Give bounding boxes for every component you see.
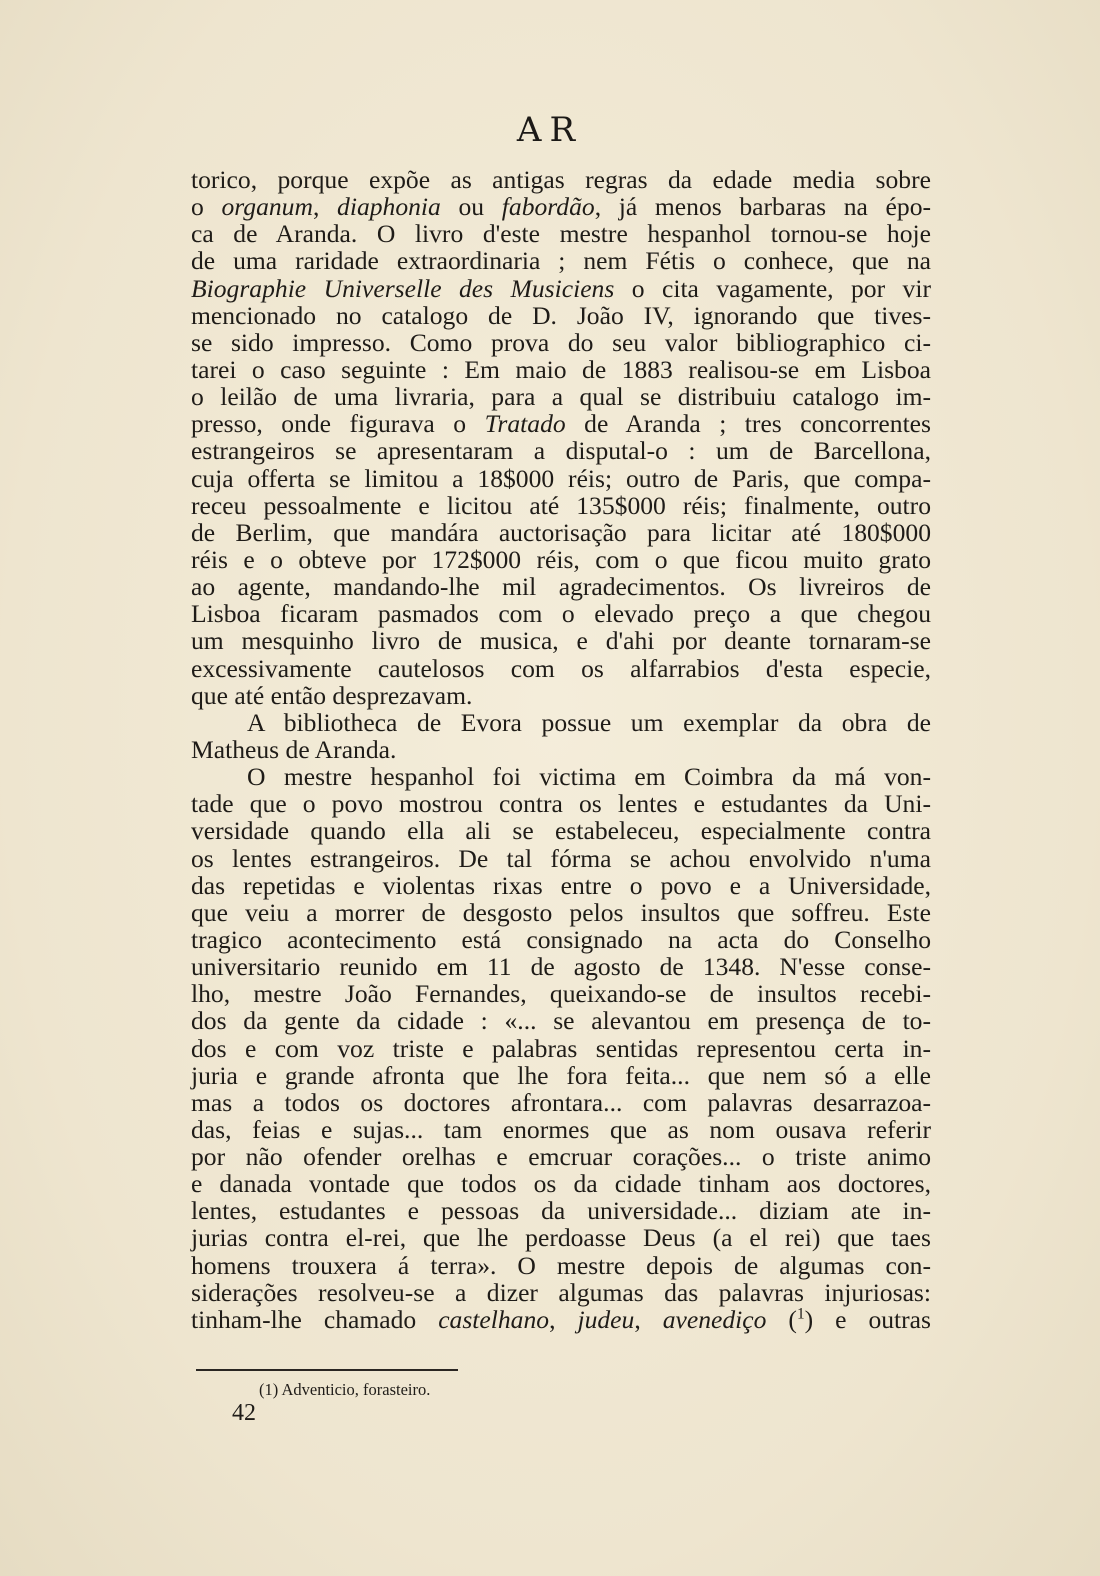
text-line bbox=[191, 709, 931, 736]
text-line bbox=[191, 600, 931, 627]
text-line bbox=[191, 655, 931, 682]
text-line bbox=[191, 492, 931, 519]
text-line bbox=[191, 1116, 931, 1143]
text-line bbox=[191, 736, 931, 763]
text-line bbox=[191, 302, 931, 329]
italic-text: organum bbox=[221, 192, 313, 222]
text-line bbox=[191, 1224, 931, 1251]
text-run: mas a todos os doctores afrontara... com palavras desarrazoa- bbox=[191, 1087, 931, 1117]
text-line bbox=[191, 1062, 931, 1089]
text-line bbox=[191, 899, 931, 926]
text-line bbox=[191, 247, 931, 274]
text-run: se sido impresso. Como prova do seu valor bibliographico ci- bbox=[191, 327, 931, 357]
text-line bbox=[191, 845, 931, 872]
text-line bbox=[191, 872, 931, 899]
text-run: , bbox=[549, 1304, 578, 1334]
text-run: homens trouxera á terra». O mestre depois de algumas con- bbox=[191, 1250, 931, 1280]
text-run: jurias contra el-rei, que lhe perdoasse Deus (a el rei) que taes bbox=[191, 1223, 931, 1253]
paragraph bbox=[191, 763, 931, 1333]
text-line bbox=[191, 1089, 931, 1116]
text-line bbox=[191, 627, 931, 654]
text-run: mencionado no catalogo de D. João IV, ignorando que tives- bbox=[191, 300, 931, 330]
text-run: estrangeiros se apresentaram a disputal-o : um de Barcellona, bbox=[191, 436, 931, 466]
text-line bbox=[191, 356, 931, 383]
text-run: ou bbox=[440, 192, 502, 222]
text-line bbox=[191, 1197, 931, 1224]
text-line bbox=[191, 790, 931, 817]
text-run: das, feias e sujas... tam enormes que as nom ousava referir bbox=[191, 1114, 931, 1144]
text-run: versidade quando ella ali se estabeleceu, especialmente contra bbox=[191, 816, 931, 846]
paragraph bbox=[191, 166, 931, 709]
text-run: , já menos barbaras na épo- bbox=[594, 192, 932, 222]
text-run: um mesquinho livro de musica, e d'ahi por deante tornaram-se bbox=[191, 626, 931, 656]
text-run: de Berlim, que mandára auctorisação para licitar até 180$000 bbox=[191, 517, 931, 547]
italic-text: Biographie Universelle des Musiciens bbox=[191, 273, 615, 303]
text-line bbox=[191, 1143, 931, 1170]
footnote-rule bbox=[196, 1369, 458, 1371]
text-run: juria e grande afronta que lhe fora feita... que nem só a elle bbox=[191, 1060, 931, 1090]
text-run: , bbox=[312, 192, 338, 222]
text-run: por não ofender orelhas e emcruar corações... o triste animo bbox=[191, 1142, 931, 1172]
text-run: de uma raridade extraordinaria ; nem Fétis o conhece, que na bbox=[191, 246, 931, 276]
text-line bbox=[191, 220, 931, 247]
text-line bbox=[191, 383, 931, 410]
text-line bbox=[191, 1035, 931, 1062]
text-run: lentes, estudantes e pessoas da universidade... diziam ate in- bbox=[191, 1196, 931, 1226]
text-line bbox=[191, 329, 931, 356]
text-line bbox=[191, 1252, 931, 1279]
italic-text: diaphonia bbox=[337, 192, 441, 222]
italic-text: avenediço bbox=[662, 1304, 767, 1334]
text-run: o bbox=[191, 192, 222, 222]
text-run: réis e o obteve por 172$000 réis, com o que ficou muito grato bbox=[191, 544, 931, 574]
text-run: ( bbox=[766, 1304, 797, 1334]
text-run: tarei o caso seguinte : Em maio de 1883 realisou-se em Lisboa bbox=[191, 354, 931, 384]
text-run: A bibliotheca de Evora possue um exemplar da obra de bbox=[247, 707, 931, 737]
text-run: o cita vagamente, por vir bbox=[614, 273, 931, 303]
text-run: universitario reunido em 11 de agosto de 1348. N'esse conse- bbox=[191, 952, 931, 982]
text-run: siderações resolveu-se a dizer algumas das palavras injuriosas: bbox=[191, 1277, 931, 1307]
text-line bbox=[191, 193, 931, 220]
text-line bbox=[191, 1170, 931, 1197]
text-line bbox=[191, 817, 931, 844]
italic-text: fabordão bbox=[501, 192, 595, 222]
text-line bbox=[191, 573, 931, 600]
text-line bbox=[191, 1306, 931, 1333]
text-run: tragico acontecimento está consignado na acta do Conselho bbox=[191, 924, 931, 954]
text-line bbox=[191, 953, 931, 980]
text-line bbox=[191, 546, 931, 573]
text-line bbox=[191, 1007, 931, 1034]
text-run: tade que o povo mostrou contra os lentes e estudantes da Uni- bbox=[191, 789, 931, 819]
text-run: torico, porque expõe as antigas regras da edade media sobre bbox=[191, 165, 931, 194]
text-line bbox=[191, 410, 931, 437]
text-run: presso, onde figurava o bbox=[191, 409, 485, 439]
text-run: Lisboa ficaram pasmados com o elevado preço a que chegou bbox=[191, 599, 931, 629]
italic-text: Tratado bbox=[484, 409, 566, 439]
footnote-marker: 1 bbox=[796, 1305, 805, 1323]
body-text bbox=[191, 166, 931, 1333]
text-line bbox=[191, 166, 931, 193]
text-line bbox=[191, 980, 931, 1007]
text-run: ca de Aranda. O livro d'este mestre hespanhol tornou-se hoje bbox=[191, 219, 931, 249]
text-line bbox=[191, 763, 931, 790]
text-line bbox=[191, 926, 931, 953]
text-run: receu pessoalmente e licitou até 135$000 réis; finalmente, outro bbox=[191, 490, 931, 520]
text-run: excessivamente cautelosos com os alfarrabios d'esta especie, bbox=[191, 653, 931, 683]
text-run: O mestre hespanhol foi victima em Coimbra da má von- bbox=[247, 762, 931, 792]
text-run: das repetidas e violentas rixas entre o povo e a Universidade, bbox=[191, 870, 931, 900]
text-line bbox=[191, 519, 931, 546]
text-run: o leilão de uma livraria, para a qual se distribuiu catalogo im- bbox=[191, 382, 931, 412]
text-run: ) e outras bbox=[804, 1304, 932, 1334]
text-run: que até então desprezavam. bbox=[191, 680, 473, 710]
running-head: AR bbox=[516, 110, 584, 150]
text-run: cuja offerta se limitou a 18$000 réis; outro de Paris, que compa- bbox=[191, 463, 931, 493]
italic-text: judeu bbox=[577, 1304, 635, 1334]
text-run: que veiu a morrer de desgosto pelos insultos que soffreu. Este bbox=[191, 897, 931, 927]
paragraph bbox=[191, 709, 931, 763]
text-run: , bbox=[634, 1304, 663, 1334]
text-run: dos da gente da cidade : «... se alevantou em presença de to- bbox=[191, 1006, 931, 1036]
text-run: ao agente, mandando-lhe mil agradecimentos. Os livreiros de bbox=[191, 572, 931, 602]
text-run: tinham-lhe chamado bbox=[191, 1304, 439, 1334]
text-run: e danada vontade que todos os da cidade tinham aos doctores, bbox=[191, 1169, 931, 1199]
text-run: dos e com voz triste e palabras sentidas representou certa in- bbox=[191, 1033, 931, 1063]
text-line bbox=[191, 437, 931, 464]
text-run: de Aranda ; tres concorrentes bbox=[565, 409, 931, 439]
footnote: (1) Adventicio, forasteiro. bbox=[259, 1380, 431, 1399]
text-run: Matheus de Aranda. bbox=[191, 734, 397, 764]
page-number: 42 bbox=[232, 1400, 256, 1426]
text-line bbox=[191, 465, 931, 492]
text-line bbox=[191, 1279, 931, 1306]
text-run: os lentes estrangeiros. De tal fórma se achou envolvido n'uma bbox=[191, 843, 931, 873]
text-run: lho, mestre João Fernandes, queixando-se de insultos recebi- bbox=[191, 979, 931, 1009]
text-line bbox=[191, 682, 931, 709]
text-line bbox=[191, 275, 931, 302]
italic-text: castelhano bbox=[438, 1304, 550, 1334]
